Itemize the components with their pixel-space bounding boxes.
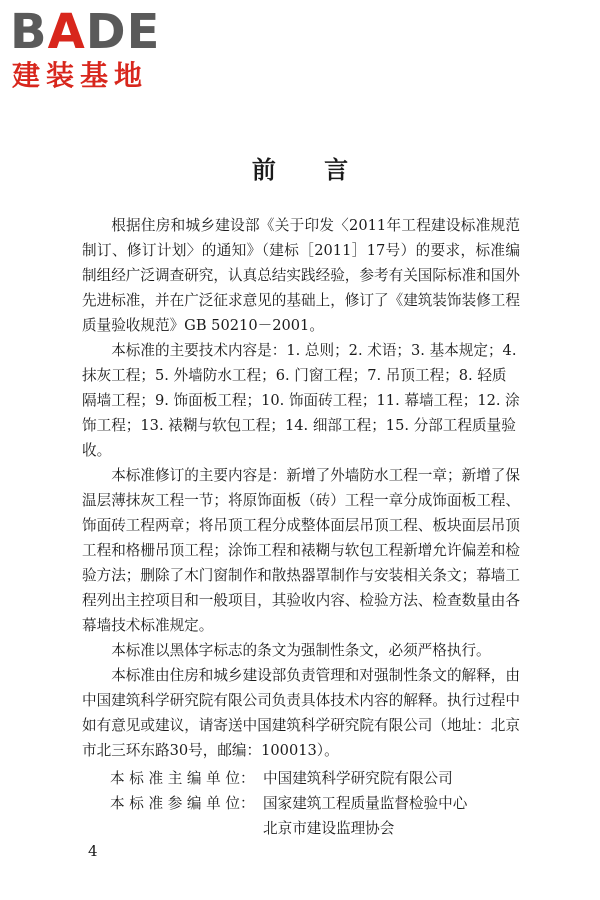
chief-editor-row xyxy=(110,766,530,791)
logo-mark xyxy=(10,6,160,58)
logo-mark-suffix: DE xyxy=(85,4,161,60)
paragraph-revisions: 本标准修订的主要内容是：新增了外墙防水工程一章；新增了保温层薄抹灰工程一节；将原饰面板（砖）工程一章分成饰面板工程、饰面砖工程两章；将吊顶工程分成整体面层吊顶工程、板块面层吊顶工程和格栅吊顶工程；涂饰工程和裱糊与软包工程新增允许偏差和检验方法；删除了木门窗制作和散热器罩制作与安装相关条文；幕墙工程列出主控项目和一般项目，其验收内容、检验方法、检查数量由各幕墙技术标准规定。 xyxy=(82,467,520,634)
page-number: 4 xyxy=(88,842,98,860)
paragraph-mandatory: 本标准以黑体字标志的条文为强制性条文，必须严格执行。 xyxy=(111,642,491,659)
paragraph-main-contents: 本标准的主要技术内容是：1. 总则；2. 术语；3. 基本规定；4. 抹灰工程；5. 外墙防水工程；6. 门窗工程；7. 吊顶工程；8. 轻质隔墙工程；9. 饰面板工程；10. 饰面砖工程；11. 幕墙工程；12. 涂饰工程；13. 裱糊与软包工程；14. 细部工程；15. 分部工程质量验收。 xyxy=(82,342,520,459)
chief-editor-label: 本 标 准 主 编 单 位： xyxy=(110,770,255,787)
participant-label: 本 标 准 参 编 单 位： xyxy=(110,795,255,812)
participant-orgs xyxy=(263,791,467,841)
logo xyxy=(10,6,180,96)
participant-org: 国家建筑工程质量监督检验中心 xyxy=(263,795,468,812)
logo-mark-accent: A xyxy=(47,4,86,60)
credits xyxy=(110,766,530,841)
logo-mark-prefix: B xyxy=(10,4,48,60)
page-title: 前 言 xyxy=(251,156,369,184)
chief-editor-org: 中国建筑科学研究院有限公司 xyxy=(263,770,453,787)
paragraph-management: 本标准由住房和城乡建设部负责管理和对强制性条文的解释，由中国建筑科学研究院有限公司负责具体技术内容的解释。执行过程中如有意见或建议，请寄送中国建筑科学研究院有限公司（地址：北京市北三环东路30号，邮编：100013）。 xyxy=(82,667,520,759)
participant-row xyxy=(110,791,530,841)
participant-org: 北京市建设监理协会 xyxy=(263,820,395,837)
preface-body xyxy=(82,213,520,763)
paragraph-background: 根据住房和城乡建设部《关于印发〈2011年工程建设标准规范制订、修订计划〉的通知》（建标［2011］17号）的要求，标准编制组经广泛调查研究，认真总结实践经验，参考有关国际标准和国外先进标准，并在广泛征求意见的基础上，修订了《建筑装饰装修工程质量验收规范》GB 50210－2001。 xyxy=(82,217,520,334)
logo-subtitle: 建装基地 xyxy=(12,59,149,92)
